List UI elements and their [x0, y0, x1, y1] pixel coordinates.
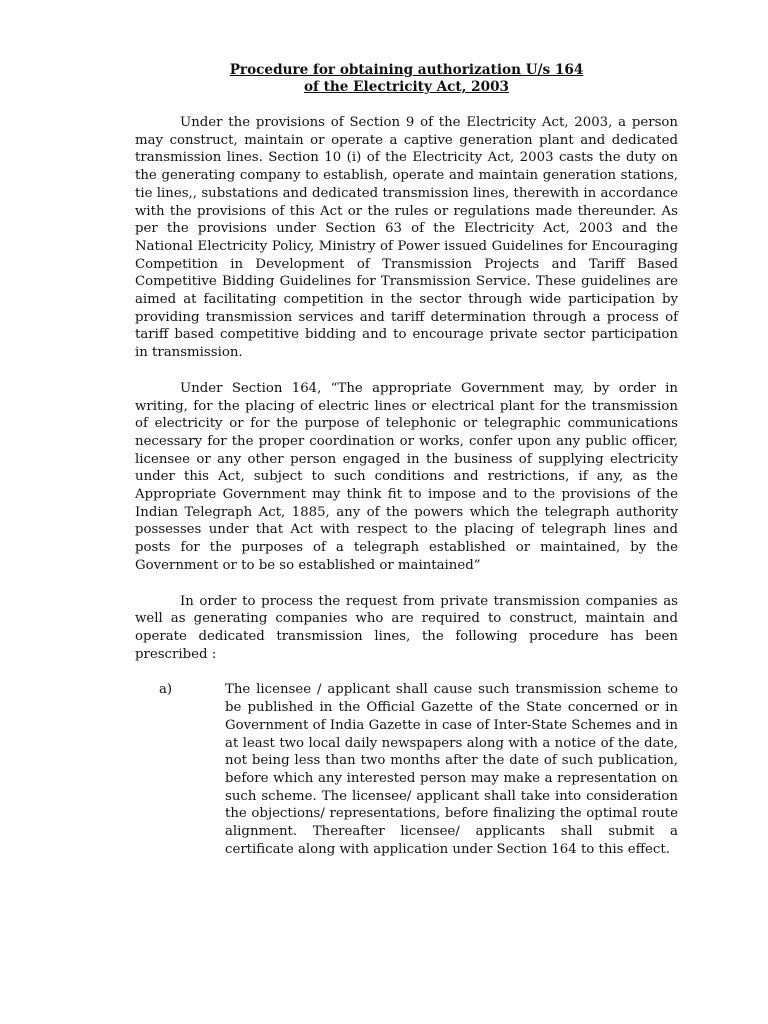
- list-item-text: The licensee / applicant shall cause such transmission scheme to be published in the Official Gazette of the State concerned or in Government of India Gazette in case of Inter-State Schemes and in at least two local daily newspapers along with a notice of the date, not being less than two months after the date of such publication, before which any interested person may make a representation on such scheme. The licensee/ applicant shall take into consideration the objections/ representations, before finalizing the optimal route alignment. Thereafter licensee/ applicants shall submit a certificate along with application under Section 164 to this effect.: [225, 682, 678, 857]
- paragraph-section-164: Under Section 164, “The appropriate Government may, by order in writing, for the placing of electric lines or electrical plant for the transmission of electricity or for the purpose of telephonic or telegraphic communications necessary for the proper coordination or works, confer upon any public officer, licensee or any other person engaged in the business of supplying electricity under this Act, subject to such conditions and restrictions, if any, as the Appropriate Government may think fit to impose and to the provisions of the Indian Telegraph Act, 1885, any of the powers which the telegraph authority possesses under that Act with respect to the placing of telegraph lines and posts for the purposes of a telegraph established or maintained, by the Government or to be so established or maintained”: [135, 380, 678, 573]
- paragraph-section-9: Under the provisions of Section 9 of the Electricity Act, 2003, a person may construct, maintain or operate a captive generation plant and dedicated transmission lines. Section 10 (i) of the Electricity Act, 2003 casts the duty on the generating company to establish, operate and maintain generation stations, tie lines,, substations and dedicated transmission lines, therewith in accordance with the provisions of this Act or the rules or regulations made thereunder. As per the provisions under Section 63 of the Electricity Act, 2003 and the National Electricity Policy, Ministry of Power issued Guidelines for Encouraging Competition in Development of Transmission Projects and Tariff Based Competitive Bidding Guidelines for Transmission Service. These guidelines are aimed at facilitating competition in the sector through wide participation by providing transmission services and tariff determination through a process of tariff based competitive bidding and to encourage private sector participation in transmission.: [135, 115, 678, 361]
- paragraph-procedure-intro: In order to process the request from private transmission companies as well as generating companies who are required to construct, maintain and operate dedicated transmission lines, the following procedure has been prescribed :: [135, 593, 678, 662]
- list-item: [135, 681, 678, 858]
- document-title-line-2: of the Electricity Act, 2003: [303, 79, 509, 95]
- list-item-label: a): [159, 682, 173, 698]
- document-title-line-1: Procedure for obtaining authorization U/s 164: [229, 62, 584, 78]
